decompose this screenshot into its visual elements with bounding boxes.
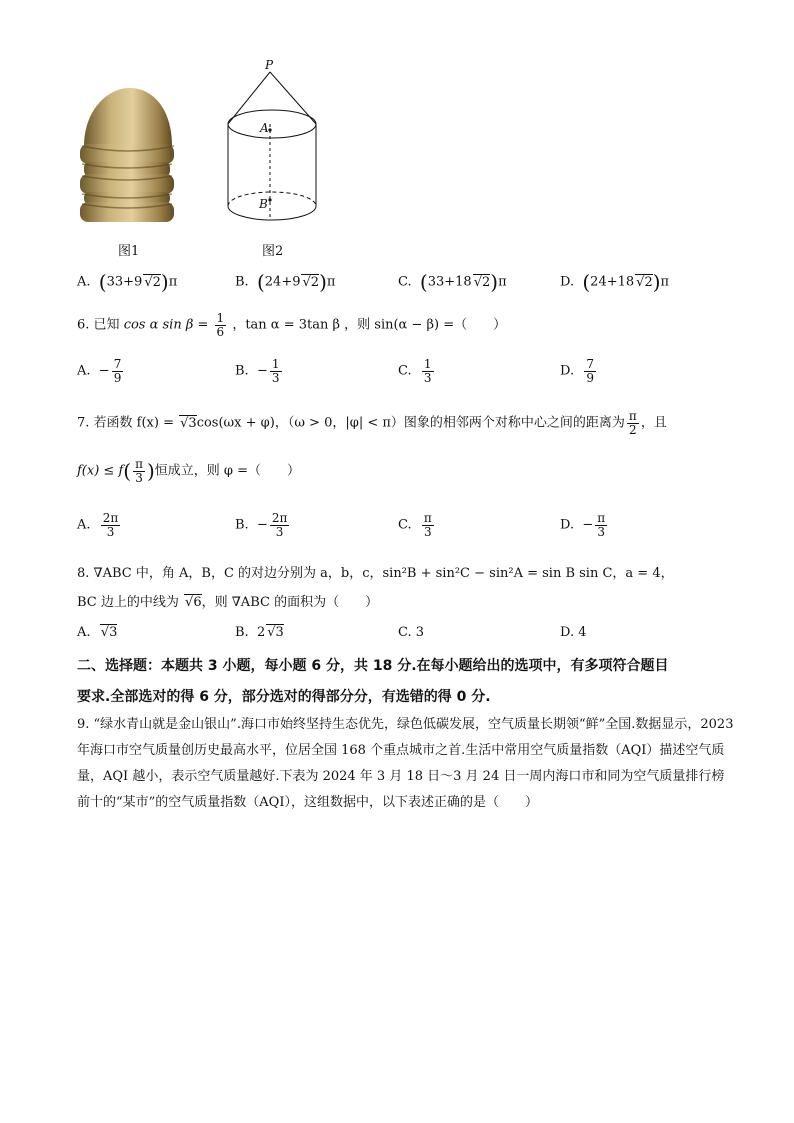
q6-option-a[interactable]: A. − $\frac{7}{9}$ [77, 357, 122, 385]
figure-1-caption: 图1 [118, 244, 140, 259]
section-2-header-line2: 要求.全部选对的得 6 分，部分选对的得部分分，有选错的得 0 分. [77, 689, 491, 705]
q6-option-d[interactable]: D. $\frac{7}{9}$ [560, 357, 594, 385]
q6-option-c[interactable]: C. $\frac{1}{3}$ [398, 357, 432, 385]
q9-stem: 9. “绿水青山就是金山银山”.海口市始终坚持生态优先，绿色低碳发展，空气质量长期领“鲜”全国.数据显示，2023 年海口市空气质量创历史最高水平，位居全国 168 个重点城市之首.生活中常用空气质量指数（AQI）描述空气质量，AQI 越小，表示空气质量越好.下表为 2024 年 3 月 18 日～3 月 24 日一周内海口市和同为空气质量排行榜前十的“某市”的空气质量指数（AQI），这组数据中，以下表述正确的是（ ） [77, 717, 734, 810]
wooden-object-image [74, 84, 178, 226]
q6-stem: 6. 已知 cos α sin β = $\frac{1}{6}$ ，tan α = 3tan β ，则 sin(α − β) =（ ） [77, 311, 507, 339]
q5-option-a[interactable]: A. (33+9 √2)π [77, 270, 178, 294]
q5-option-d[interactable]: D. (24+18 √2)π [560, 270, 670, 294]
q8-option-a[interactable]: A. √3 [77, 625, 118, 640]
q5-option-c[interactable]: C. (33+18 √2)π [398, 270, 507, 294]
q7-option-d[interactable]: D. − $\frac{\pi}{3}$ [560, 511, 606, 539]
q8-option-c[interactable]: C. 3 [398, 625, 425, 640]
figure-2-cone-cylinder [222, 60, 322, 230]
figure-2-caption: 图2 [262, 244, 284, 259]
section-2-header-line1: 二、选择题：本题共 3 小题，每小题 6 分，共 18 分.在每小题给出的选项中，有多项符合题目 [77, 658, 669, 674]
q5-option-b[interactable]: B. (24+9 √2)π [235, 270, 336, 294]
label-P: P [265, 58, 274, 72]
label-A: A [260, 121, 269, 135]
q8-stem-line1: 8. ∇ABC 中，角 A，B，C 的对边分别为 a，b，c，sin²B + sin²C − sin²A = sin B sin C，a = 4， [77, 566, 674, 581]
label-B: B [259, 197, 268, 211]
q6-option-b[interactable]: B. − $\frac{1}{3}$ [235, 357, 280, 385]
cone-cylinder-diagram [222, 60, 322, 230]
q7-option-c[interactable]: C. $\frac{\pi}{3}$ [398, 511, 432, 539]
q8-stem-line2: BC 边上的中线为 √6，则 ∇ABC 的面积为（ ） [77, 595, 379, 610]
q8-option-d[interactable]: D. 4 [560, 625, 587, 640]
q7-stem-line1: 7. 若函数 f(x) = √3cos(ωx + φ)，（ω > 0，|φ| < π）图象的相邻两个对称中心之间的距离为 $\frac{\pi}{2}$ ，且 [77, 409, 667, 437]
q8-option-b[interactable]: B. 2 √3 [235, 625, 284, 640]
q7-option-a[interactable]: A. $\frac{2\pi}{3}$ [77, 511, 119, 539]
q7-option-b[interactable]: B. − $\frac{2\pi}{3}$ [235, 511, 288, 539]
q7-stem-line2: f(x) ≤ f( $\frac{\pi}{3}$ )恒成立，则 φ =（ ） [77, 457, 301, 485]
figure-1-wooden-object [74, 84, 178, 226]
